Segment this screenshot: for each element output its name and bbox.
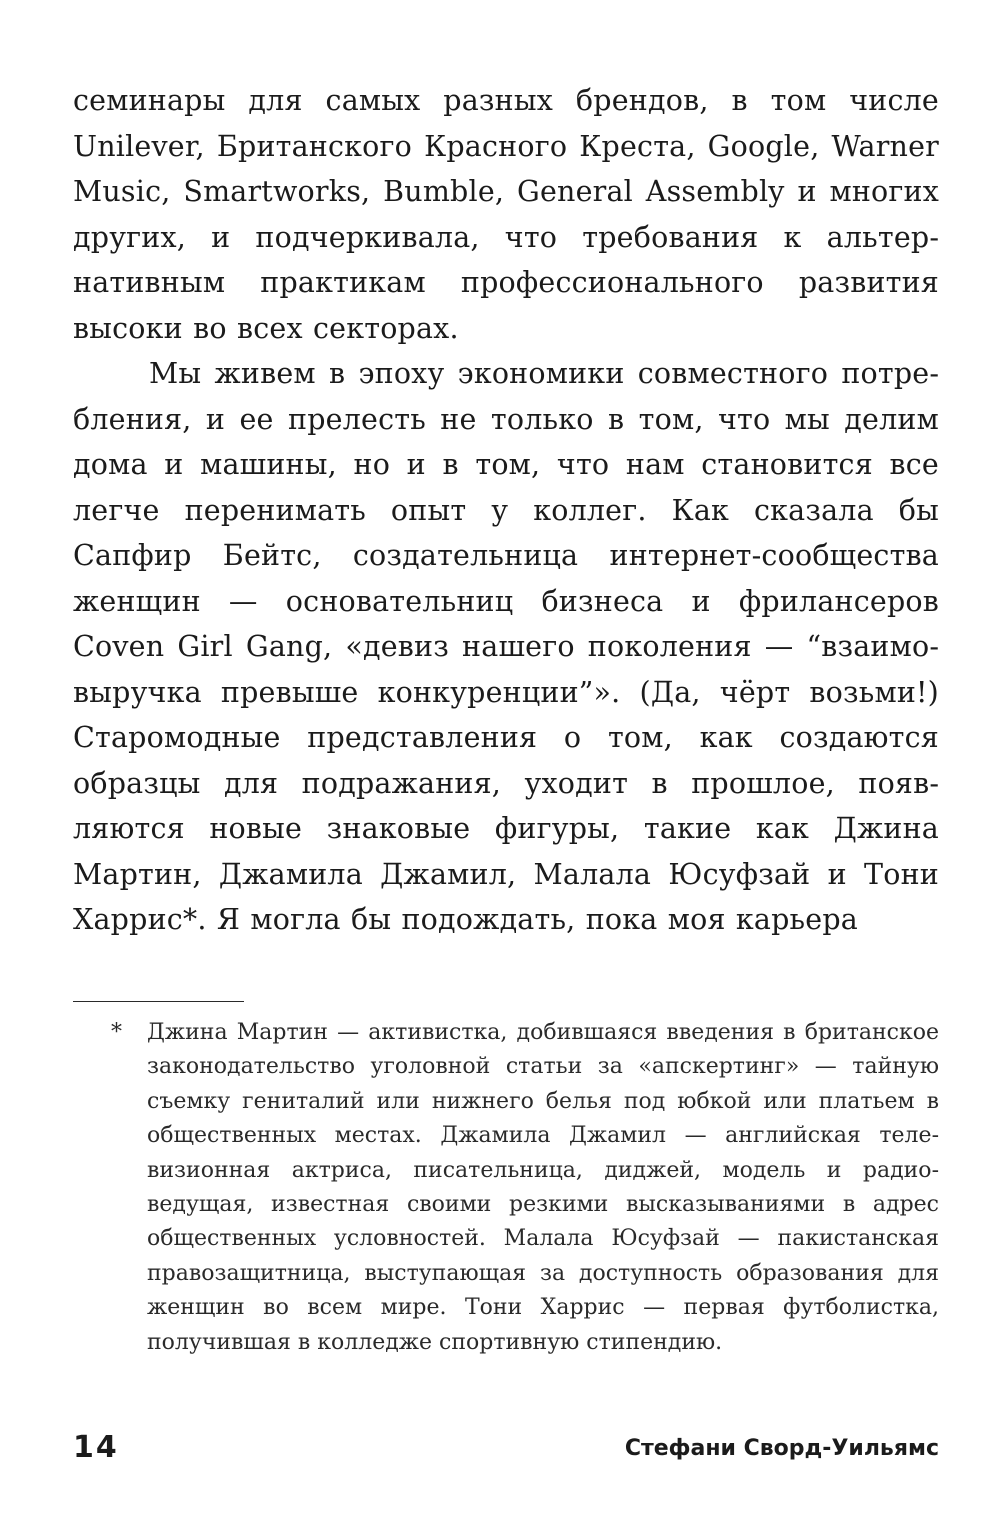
page-footer xyxy=(73,1428,939,1468)
paragraph: Мы живем в эпоху экономики совместного потребления, и ее прелесть не только в том, что мы делим дома и машины, но и в том, что нам становится все легче перенимать опыт у коллег. Как сказала бы Сапфир Бейтс, создательница интернет-сообщества женщин — основательниц бизнеса и фрилансеров Coven Girl Gang, «девиз нашего поколения — “взаимовыручка превыше конкуренции”». (Да, чёрт возьми!) Старомодные представления о том, как создаются образцы для подражания, уходит в прошлое, появляются новые знаковые фигуры, такие как Джина Мартин, Джамила Джамил, Малала Юсуфзай и Тони Харрис*. Я могла бы подождать, пока моя карьера xyxy=(73,357,939,936)
page-number: 14 xyxy=(73,1430,119,1465)
paragraph-continued: семинары для самых разных брендов, в том числе Unilever, Британского Красного Креста, Google, Warner Music, Smartworks, Bumble, General Assembly и многих других, и подчеркивала, что требования к альтернативным практикам профессионального развития высоки во всех секторах. xyxy=(73,84,939,345)
footnote-divider xyxy=(73,1001,244,1002)
running-header-author: Стефани Сворд-Уильямс xyxy=(624,1436,939,1461)
footnote-text: Джина Мартин — активистка, добившаяся введения в британское законодательство уголовной статьи за «апскертинг» — тайную съемку гениталий или нижнего белья под юбкой или платьем в общественных местах. Джамила Джамил — английская телевизионная актриса, писательница, диджей, модель и радиоведущая, известная своими резкими высказываниями в адрес общественных условностей. Малала Юсуфзай — пакистанская правозащитница, выступающая за доступность образования для женщин во всем мире. Тони Харрис — первая футболистка, получившая в колледже спортивную стипендию. xyxy=(147,1020,939,1355)
footnote xyxy=(73,1016,939,1360)
main-text xyxy=(73,78,939,943)
footnote-marker: * xyxy=(111,1020,122,1045)
